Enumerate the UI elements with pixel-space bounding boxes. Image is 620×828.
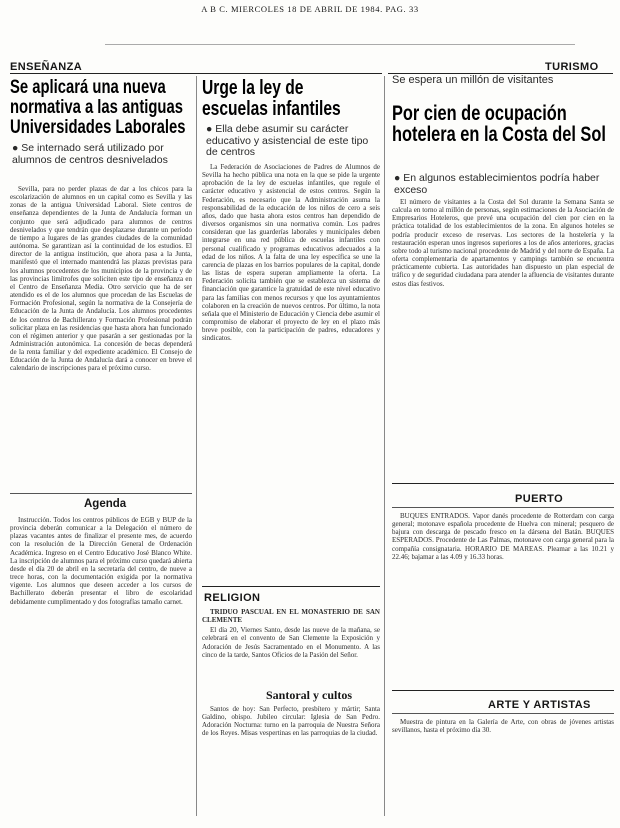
article-body-laborales: Sevilla, para no perder plazas de dar a los chicos para la escolarización de alumnos en un capital como es Sevilla y las zonas de la antigua Universidad Laboral. Siete centros de enseñanza dependientes de la Junta de Andalucía forman un conjunto que será adjudicado para alumnos de centros desnivelados y que tendrán que desplazarse durante un período de tiempo a lugares de las grandes ciudades de la comunidad autónoma. Se garantizan así la continuidad de los estudios. El director de la antigua institución, que ahora pasa a la Junta, manifestó que el internado mantendrá las plazas previstas para los alumnos procedentes de los municipios de la provincia y de las provincias limítrofes que soliciten este tipo de enseñanza en el Centro de Enseñanza Media. Otro servicio que ha de ser atendido es el de los alumnos que procedan de las Escuelas de Formación Profesional, según la normativa de la Consejería de Educación de la Junta de Andalucía. Los alumnos procedentes de los centros de Bachillerato y Formación Profesional podrán solicitar plaza en las residencias que hasta ahora han funcionado con el régimen anterior y que pasarán a ser gestionadas por la Administración autonómica. La concesión de becas dependerá de la renta familiar y del expediente académico. El Consejo de Educación de la Junta de Andalucía dará a conocer en breve el calendario de inscripciones para el próximo curso. xyxy=(10,185,192,373)
santoral-body: Santos de hoy: San Perfecto, presbítero y mártir; Santa Galdino, obispo. Jubileo circular: Iglesia de San Pedro. Adoración Nocturna: turno en la parroquia de Nuestra Señora de los Reyes. Misas vespertinas en las parroquias de la ciudad. xyxy=(202,705,380,738)
bullet-icon: ● xyxy=(206,123,216,135)
column-divider xyxy=(384,76,385,816)
arte-rule xyxy=(392,690,614,691)
column-divider xyxy=(196,76,197,816)
kicker-turismo: Se espera un millón de visitantes xyxy=(392,74,554,86)
section-rule-left xyxy=(10,73,382,74)
puerto-rule xyxy=(392,483,614,484)
bullet-internado: ● Se internado será utilizado por alumnos de centros desnivelados xyxy=(12,142,168,166)
bullet-ocupacion: ● En algunos establecimientos podría haber exceso xyxy=(394,172,600,196)
section-turismo: TURISMO xyxy=(545,61,599,73)
section-ensenanza: ENSEÑANZA xyxy=(10,61,83,73)
religion-rule xyxy=(202,586,380,587)
puerto-body: BUQUES ENTRADOS. Vapor danés procedente de Rotterdam con carga general; motonave española procedente de Huelva con mineral; pesquero de bajura con descarga de pescado fresco en la dársena del Batán. BUQUES ESPERADOS. Procedente de Las Palmas, motonave con carga general para la compañía consignataria. HORARIO DE MAREAS. Pleamar a las 10.21 y 22.46; bajamar a las 4.09 y 16.33 horas. xyxy=(392,512,614,561)
page-header: A B C. MIERCOLES 18 DE ABRIL DE 1984. PAG. 33 xyxy=(201,4,419,14)
religion-triduo-title: TRIDUO PASCUAL EN EL MONASTERIO DE SAN CLEMENTE xyxy=(202,608,380,625)
puerto-rule-under xyxy=(392,507,614,508)
santoral-title: Santoral y cultos xyxy=(266,688,353,702)
agenda-title: Agenda xyxy=(84,498,127,510)
agenda-body: Instrucción. Todos los centros públicos de EGB y BUP de la provincia deberán comunicar a la Delegación el número de plazas vacantes antes de finalizar el presente mes, de acuerdo con la resolución de la Dirección General de Ordenación Académica. Ingreso en el Centro Educativo José Blanco White. La inscripción de alumnos para el próximo curso quedará abierta desde el día 20 de abril en la secretaría del centro, de nueve a trece horas, con la documentación exigida por la normativa vigente. Los alumnos que deseen acceder a los cursos de Bachillerato deberán presentar el libro de escolaridad debidamente cumplimentado y dos fotografías tamaño carnet. xyxy=(10,516,192,606)
headline-escuelas: Urge la ley de escuelas infantiles xyxy=(202,77,341,120)
article-body-escuelas: La Federación de Asociaciones de Padres de Alumnos de Sevilla ha hecho pública una nota en la que se pide la urgente aprobación de la ley de escuelas infantiles, que regule el carácter educativo y asistencial de estos centros. Según la Federación, es necesario que la Administración asuma la responsabilidad de la educación de los niños de cero a seis años, dado que hasta ahora estos centros han dependido de diversos organismos sin una normativa común. Los padres consideran que las guarderías laborales y municipales deben integrarse en una red pública de escuelas infantiles con personal cualificado y programas educativos adecuados a la edad de los niños. A la falta de una ley específica se une la carencia de plazas en los barrios populares de la capital, donde las listas de espera superan ampliamente la oferta. La Federación solicita también que se establezca un sistema de financiación que garantice la gratuidad de este nivel educativo para las familias con menos recursos y que los ayuntamientos colaboren en la creación de nuevos centros. Por último, la nota señala que el Ministerio de Educación y Ciencia debe asumir el compromiso de elaborar el proyecto de ley en el plazo más breve posible, con la participación de padres, educadores y sindicatos. xyxy=(202,163,380,343)
section-religion: RELIGION xyxy=(204,592,261,604)
arte-rule-under xyxy=(392,713,614,714)
headline-ocupacion: Por cien de ocupación hotelera en la Costa del Sol xyxy=(392,102,606,146)
bullet-icon: ● xyxy=(12,142,22,154)
section-arte: ARTE Y ARTISTAS xyxy=(488,699,591,711)
religion-triduo: TRIDUO PASCUAL EN EL MONASTERIO DE SAN CLEMENTE El día 20, Viernes Santo, desde las nueve de la mañana, se celebrará en el convento de San Clemente la Exposición y Adoración de Jesús Sacramentado en el Monumento. A las cinco de la tarde, Santos Oficios de la Pasión del Señor. xyxy=(202,608,380,659)
bullet-icon: ● xyxy=(394,172,404,184)
section-puerto: PUERTO xyxy=(515,493,564,505)
article-body-ocupacion: El número de visitantes a la Costa del Sol durante la Semana Santa se calcula en torno al millón de personas, según estimaciones de la Asociación de Empresarios Hoteleros, que prevé una ocupación del cien por cien en la práctica totalidad de los establecimientos de la zona. En algunos hoteles se podría producir exceso de reservas. Los sectores de la hostelería y la restauración esperan unos ingresos superiores a los de años anteriores, gracias sobre todo al turismo nacional procedente de Madrid y del norte de España. La oferta complementaria de apartamentos y campings también se encuentra prácticamente cubierta. Las autoridades han dispuesto un plan especial de tráfico y de seguridad ciudadana para atender la afluencia de visitantes durante estos días festivos. xyxy=(392,198,614,288)
header-rule xyxy=(105,44,575,45)
agenda-rule-top xyxy=(10,493,192,494)
bullet-escuelas: ● Ella debe asumir su carácter educativo y asistencial de este tipo de centros xyxy=(206,123,369,158)
headline-laborales: Se aplicará una nueva normativa a las antiguas Universidades Laborales xyxy=(10,77,186,138)
arte-body: Muestra de pintura en la Galería de Arte, con obras de jóvenes artistas sevillanos, hasta el próximo día 30. xyxy=(392,718,614,735)
